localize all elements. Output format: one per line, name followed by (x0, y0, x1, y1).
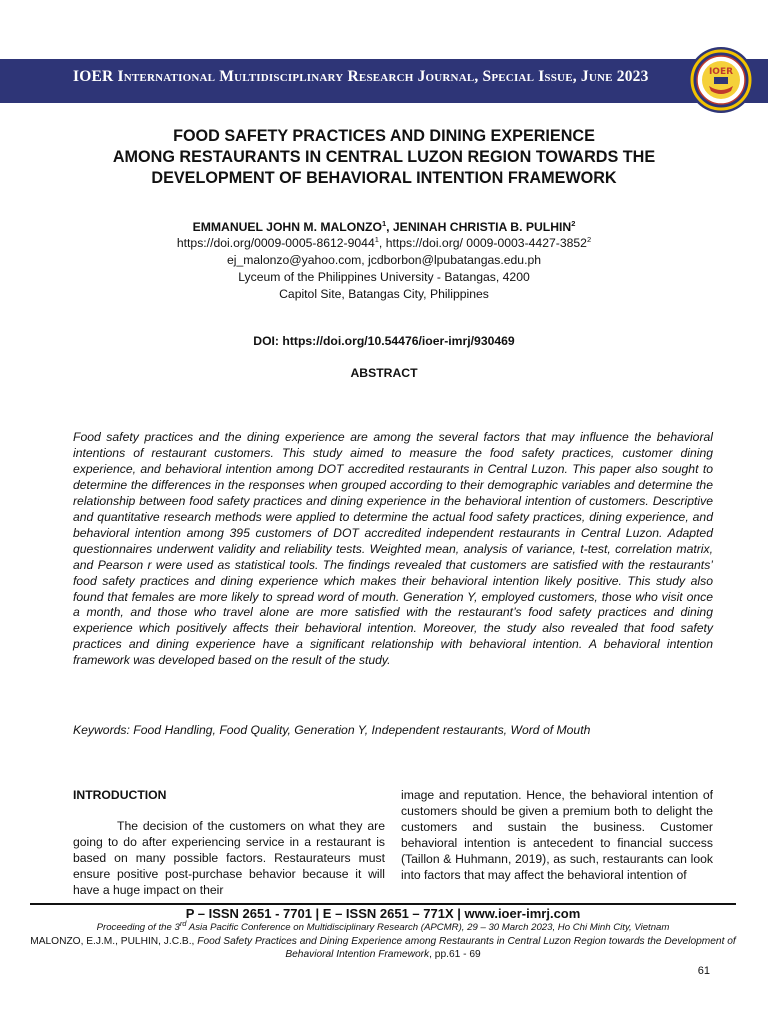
proceeding-line (30, 918, 736, 933)
intro-column-right (401, 787, 713, 898)
paper-title (60, 126, 708, 189)
author-separator: , (386, 220, 393, 234)
affiliation-line-2: Capitol Site, Batangas City, Philippines (279, 287, 489, 301)
intro-column-left (73, 787, 385, 898)
doi-line[interactable]: DOI: https://doi.org/10.54476/ioer-imrj/930469 (253, 334, 515, 348)
keywords-line: Keywords: Food Handling, Food Quality, Generation Y, Independent restaurants, Word of Mouth (73, 723, 591, 737)
intro-paragraph-left: The decision of the customers on what they are going to do after experiencing service in a restaurant is based on many possible factors. Restaurateurs must ensure positive post-purchase behavior because it will have a huge impact on their (73, 819, 385, 898)
author-affiliations (60, 235, 708, 303)
email-line[interactable]: ej_malonzo@yahoo.com, jcdborbon@lpubatangas.edu.ph (226, 253, 542, 267)
title-line-2: AMONG RESTAURANTS IN CENTRAL LUZON REGION TOWARDS THE (112, 148, 656, 166)
orcid-line (60, 235, 708, 252)
journal-title: IOER International Multidisciplinary Research Journal, Special Issue, June 2023 (73, 68, 649, 85)
author-1-sup: 1 (381, 218, 387, 228)
author-line (60, 220, 708, 234)
citation-line (30, 935, 736, 961)
citation-title: Food Safety Practices and Dining Experience among Restaurants in Central Luzon Region towards the Development of Behavioral Intention Framework (197, 936, 736, 960)
citation-authors: MALONZO, E.J.M., PULHIN, J.C.B., (30, 936, 198, 947)
proceeding-sup: rd (179, 918, 187, 928)
issn-line: P – ISSN 2651 - 7701 | E – ISSN 2651 – 771X | www.ioer-imrj.com (185, 906, 581, 921)
abstract-heading: ABSTRACT (350, 366, 418, 380)
title-line-1: FOOD SAFETY PRACTICES AND DINING EXPERIENCE (173, 127, 595, 145)
title-line-3: DEVELOPMENT OF BEHAVIORAL INTENTION FRAMEWORK (151, 169, 617, 187)
intro-paragraph-right: image and reputation. Hence, the behavioral intention of customers should be given a premium both to delight the customers and sustain the business. Customer behavioral intention is antecedent to financial success (Taillon & Huhmann, 2019), as such, restaurants can look into factors that may affect the behavioral intention of (401, 788, 713, 883)
affiliation-line-1: Lyceum of the Philippines University - Batangas, 4200 (238, 270, 530, 284)
orcid-separator: , (378, 236, 386, 250)
abstract-text: Food safety practices and the dining experience are among the several factors that may influence the behavioral intentions of restaurant customers. This study aimed to measure the food safety practices, customer dining experience, and behavioral intention among DOT accredited restaurants in Central Luzon. This paper also sought to determine the differences in the responses when grouped according to their demographic variables and determine the relationship between food safety practices and dining experience in the behavioral intention of customers. Descriptive and quantitative research methods were applied to determine the actual food safety practices, dining experience, and behavioral intention among 395 customers of DOT accredited independent restaurants in Central Luzon. Adapted questionnaires underwent validity and reliability tests. Weighted mean, analysis of variance, t-test, correlation matrix, and Pearson r were used as statistical tools. The findings revealed that customers are satisfied with the restaurants’ food safety practices and dining experience which makes their behavioral intention likely positive. This study also found that females are more likely to spread word of mouth. Generation Y, employed customers, those who visit once a month, and those who travel alone are more satisfied with the restaurant’s food safety practices and dining experience which positively affects their behavioral intention. Moreover, the study also revealed that food safety practices and dining experience have a significant relationship with behavioral intention. A behavioral intention framework was developed based on the result of the study. (73, 430, 713, 668)
orcid-2-sup: 2 (586, 234, 592, 244)
citation-pages: , pp.61 - 69 (429, 949, 481, 960)
journal-banner (0, 59, 768, 103)
page-number: 61 (697, 965, 710, 977)
orcid-link-2[interactable]: https://doi.org/ 0009-0003-4427-3852 (385, 236, 587, 250)
author-2-sup: 2 (571, 218, 576, 228)
footer-divider (30, 903, 736, 905)
orcid-link-1[interactable]: https://doi.org/0009-0005-8612-9044 (176, 236, 375, 250)
ioer-seal-logo (687, 46, 755, 114)
author-2: JENINAH CHRISTIA B. PULHIN (392, 220, 572, 234)
orcid-1-sup: 1 (374, 234, 379, 244)
author-1: EMMANUEL JOHN M. MALONZO (192, 220, 382, 234)
logo-lettering: IOER (708, 67, 734, 77)
proceeding-pre: Proceeding of the 3 (96, 922, 180, 933)
intro-heading: INTRODUCTION (73, 788, 167, 802)
proceeding-post: Asia Pacific Conference on Multidisciplinary Research (APCMR), 29 – 30 March 2023, Ho Chi Minh City, Vietnam (186, 922, 670, 933)
